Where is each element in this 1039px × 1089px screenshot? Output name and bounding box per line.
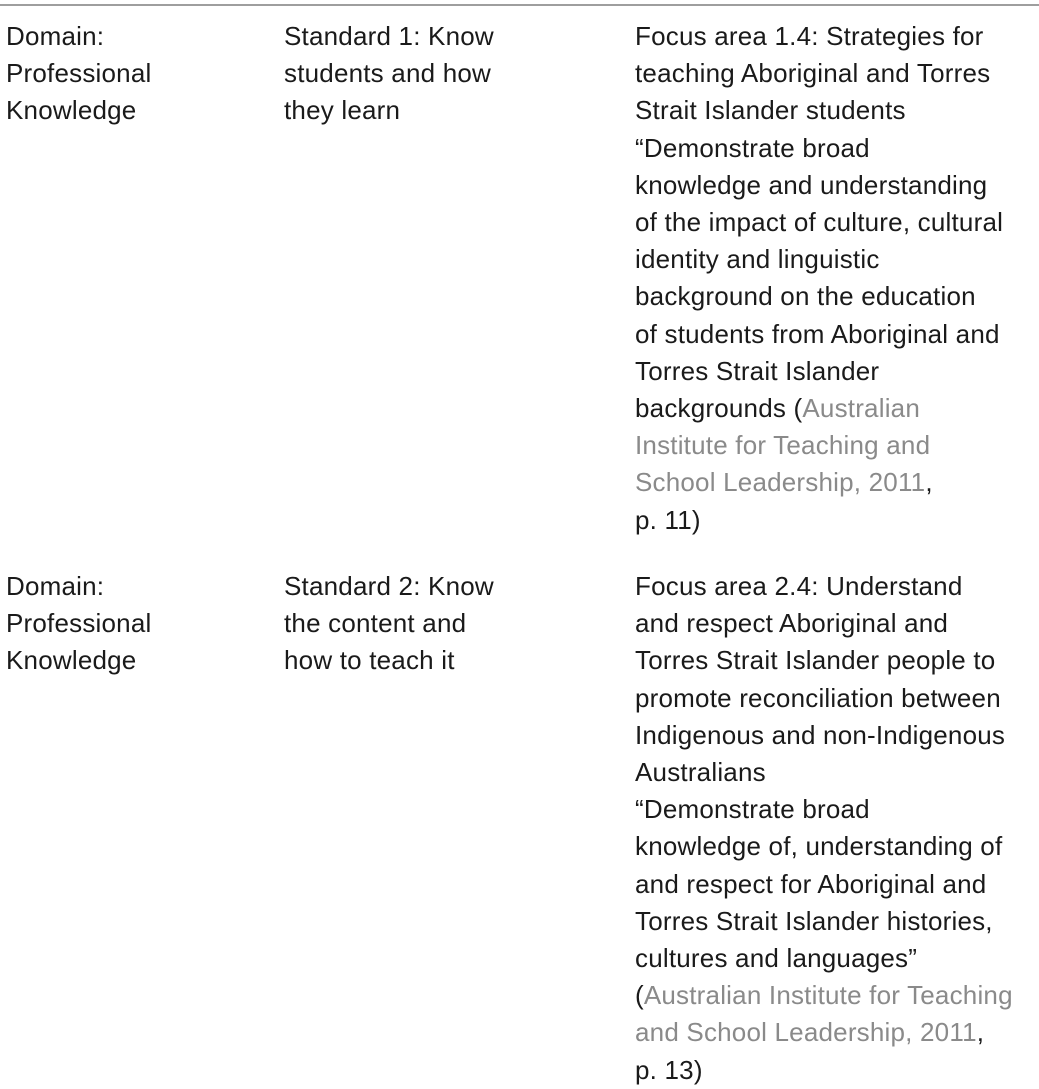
domain-cell: Domain: Professional Knowledge [6,571,152,676]
domain-cell: Domain: Professional Knowledge [6,21,152,126]
table-row [0,568,1039,1088]
standard-cell: Standard 1: Know students and how they learn [284,21,494,126]
citation-link[interactable]: Australian Institute for Teaching and School Leadership, 2011 [635,980,1013,1048]
standard-cell: Standard 2: Know the content and how to teach it [284,571,494,676]
focus-area-text: Focus area 2.4: Understand and respect Aboriginal and Torres Strait Islander people to promote reconciliation between Indigenous and non-Indigenous Australians “Demonstrate broad knowledge of, understanding of and respect for Aboriginal and Torres Strait Islander histories, cultures and languages” ( [635,571,1006,1011]
page-reference: , p. 11) [635,467,933,535]
table-top-rule [0,4,1039,6]
focus-area-cell [635,568,1037,1089]
table-row [0,18,1039,568]
citation-link[interactable]: Australian Institute for Teaching and School Leadership, 2011 [635,393,931,498]
page-reference: , p. 13) [635,1017,985,1085]
focus-area-text: Focus area 1.4: Strategies for teaching Aboriginal and Torres Strait Islander students “Demonstrate broad knowledge and understanding of the impact of culture, cultural identity and linguistic background on the education of students from Aboriginal and Torres Strait Islander backgrounds ( [635,21,1004,424]
standards-table [0,18,1039,1088]
focus-area-cell [635,18,1037,539]
